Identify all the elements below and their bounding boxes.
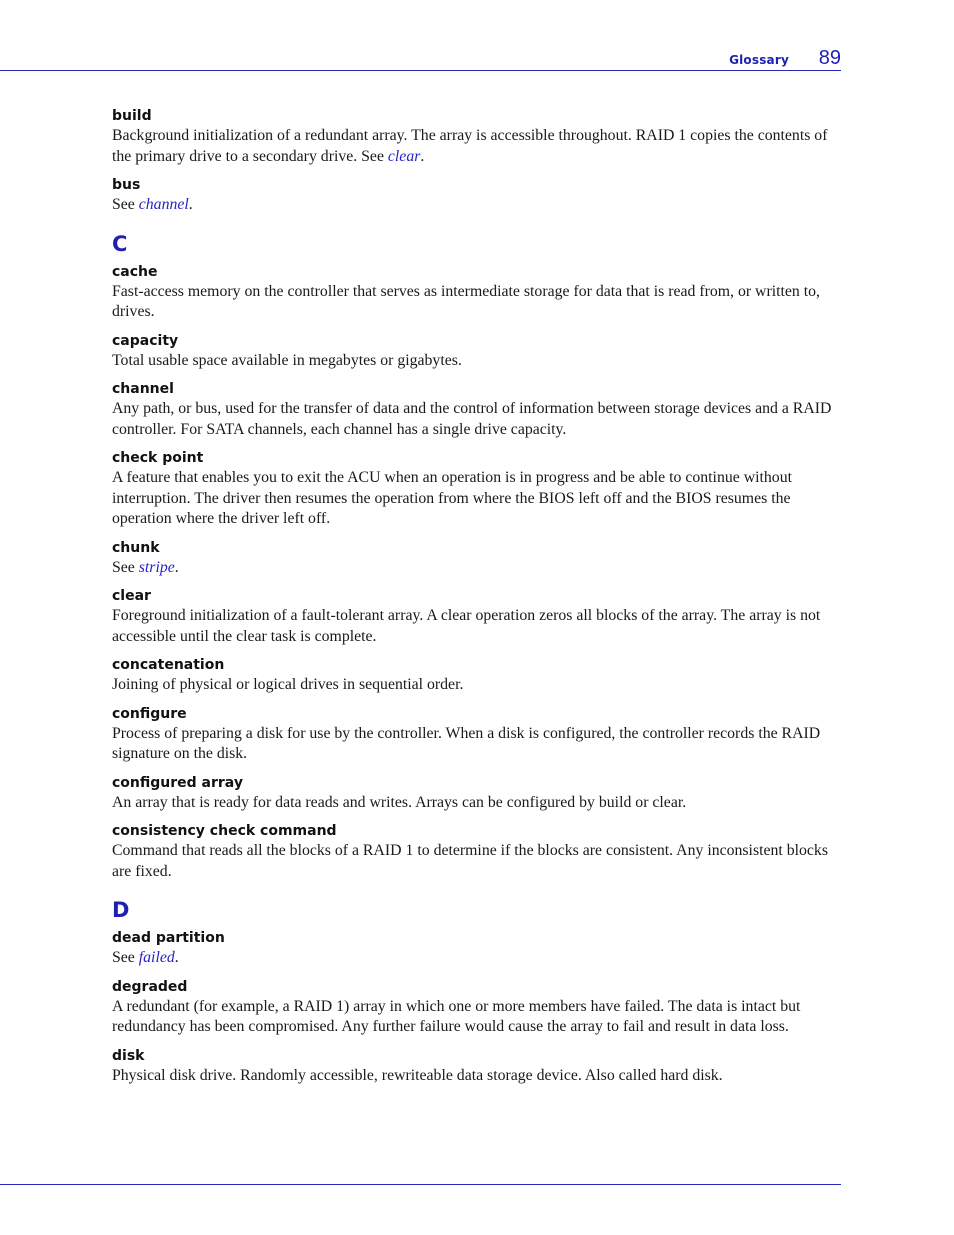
cross-reference-link[interactable]: channel (138, 196, 189, 213)
definition-text: Total usable space available in megabytes or gigabytes. (112, 351, 462, 369)
glossary-content (112, 106, 842, 1094)
glossary-term: bus (112, 177, 141, 193)
glossary-term: configure (112, 705, 187, 722)
glossary-entry (112, 262, 842, 323)
glossary-entry (112, 704, 842, 765)
glossary-entry (112, 773, 842, 814)
glossary-term: channel (112, 381, 174, 397)
definition-text: Foreground initialization of a fault-tolerant array. A clear operation zeros all blocks of the array. The array is not accessible until the clear task is complete. (112, 607, 821, 645)
section-letter-d: D (112, 898, 130, 922)
cross-reference-link[interactable]: clear (387, 147, 421, 165)
glossary-definition (112, 997, 842, 1038)
running-header (0, 44, 841, 71)
definition-punctuation: . (174, 558, 179, 576)
glossary-definition (112, 793, 842, 814)
cross-reference-link[interactable]: failed (138, 949, 175, 966)
definition-text: Joining of physical or logical drives in sequential order. (112, 676, 464, 693)
glossary-definition (112, 1066, 842, 1087)
glossary-term: clear (112, 588, 151, 604)
cross-reference-link[interactable]: stripe (138, 558, 175, 576)
glossary-definition (112, 675, 842, 696)
header-section-title: Glossary (729, 53, 789, 67)
glossary-term: consistency check command (112, 823, 337, 839)
glossary-entry (112, 1046, 842, 1087)
section-letter-c: C (112, 231, 128, 256)
glossary-definition (112, 468, 842, 530)
definition-text: Process of preparing a disk for use by the controller. When a disk is configured, the controller records the RAID signature on the disk. (112, 724, 821, 762)
definition-text: See (112, 558, 139, 576)
definition-text: Background initialization of a redundant array. The array is accessible throughout. RAID 1 copies the contents of the primary drive to a secondary drive. See (112, 127, 828, 165)
glossary-entry (112, 821, 842, 882)
glossary-term: check point (112, 450, 204, 466)
glossary-term: concatenation (112, 657, 225, 673)
glossary-definition (112, 841, 842, 882)
glossary-entry (112, 977, 842, 1038)
definition-text: Fast-access memory on the controller that serves as intermediate storage for data that is read from, or written to, drives. (112, 282, 820, 320)
glossary-entry (112, 379, 842, 440)
glossary-entry (112, 655, 842, 696)
glossary-term: degraded (112, 978, 188, 995)
definition-punctuation: . (188, 196, 193, 213)
glossary-entry (112, 106, 842, 167)
definition-text: Physical disk drive. Randomly accessible, rewriteable data storage device. Also called hard disk. (112, 1066, 723, 1084)
glossary-definition (112, 558, 842, 579)
glossary-definition (112, 606, 842, 647)
glossary-definition (112, 126, 842, 167)
definition-text: Any path, or bus, used for the transfer of data and the control of information between storage devices and a RAID controller. For SATA channels, each channel has a single drive capacity. (112, 400, 832, 438)
glossary-definition (112, 195, 842, 216)
glossary-definition (112, 399, 842, 440)
glossary-entry (112, 928, 842, 969)
definition-text: A redundant (for example, a RAID 1) array in which one or more members have failed. The data is intact but redundancy has been compromised. Any further failure would cause the array to fail and result in data loss. (112, 997, 801, 1035)
glossary-entry (112, 175, 842, 216)
glossary-definition (112, 724, 842, 765)
glossary-term: build (112, 108, 152, 124)
definition-text: An array that is ready for data reads and writes. Arrays can be configured by build or clear. (112, 793, 687, 811)
definition-text: See (112, 949, 139, 966)
definition-text: A feature that enables you to exit the ACU when an operation is in progress and be able to continue without interruption. The driver then resumes the operation from where the BIOS left off and the BIOS resumes the operation where the driver left off. (112, 469, 792, 527)
glossary-entry (112, 586, 842, 647)
glossary-term: disk (112, 1047, 145, 1064)
footer-rule (0, 1184, 841, 1185)
glossary-definition (112, 948, 842, 969)
glossary-term: capacity (112, 332, 179, 349)
definition-text: Command that reads all the blocks of a RAID 1 to determine if the blocks are consistent. Any inconsistent blocks are fixed. (112, 842, 828, 880)
glossary-term: configured array (112, 774, 243, 791)
glossary-definition (112, 351, 842, 372)
glossary-term: chunk (112, 539, 160, 556)
glossary-entry (112, 538, 842, 579)
glossary-term: cache (112, 263, 158, 280)
page-number: 89 (818, 47, 841, 69)
glossary-definition (112, 282, 842, 323)
definition-text: See (112, 196, 139, 213)
definition-punctuation: . (174, 949, 179, 966)
definition-punctuation: . (420, 147, 425, 165)
glossary-term: dead partition (112, 930, 225, 946)
glossary-entry (112, 448, 842, 530)
glossary-entry (112, 331, 842, 372)
